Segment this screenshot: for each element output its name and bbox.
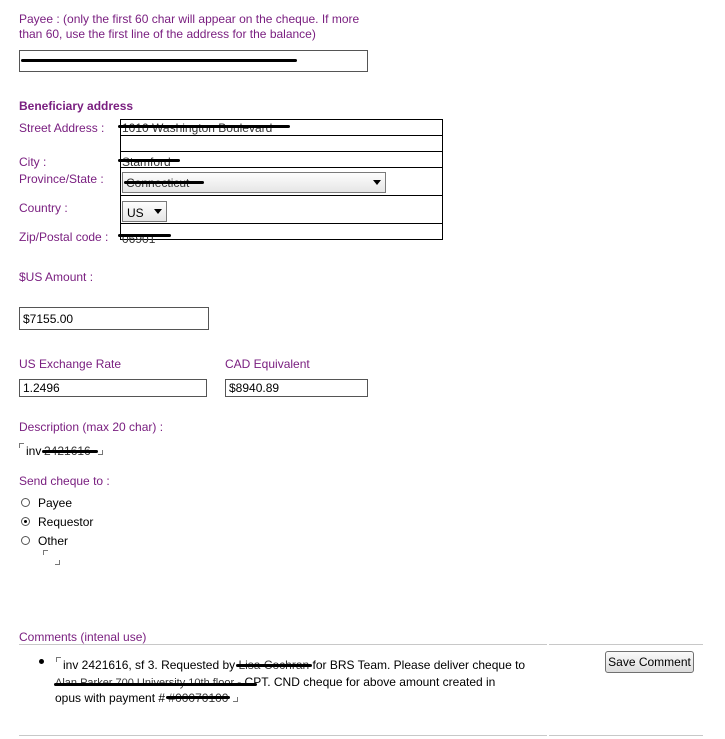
save-comment-button[interactable]: Save Comment (605, 651, 694, 673)
amount-label: $US Amount : (19, 270, 94, 284)
street-value: 1010 Washington Boulevard (122, 121, 273, 135)
city-value: Stamford (122, 155, 171, 169)
bullet-icon (39, 659, 44, 664)
comment-edit-corner (56, 657, 61, 662)
cad-equivalent-label: CAD Equivalent (225, 357, 310, 371)
street-redaction (118, 125, 290, 128)
radio-other-label: Other (38, 534, 69, 548)
beneficiary-heading: Beneficiary address (19, 99, 134, 113)
comment-line-3[interactable] (55, 691, 228, 705)
province-label: Province/State : (19, 172, 104, 186)
country-select[interactable] (122, 201, 167, 222)
comment-edit-corner (233, 697, 238, 702)
payee-redaction (21, 59, 297, 62)
street2-cell[interactable] (121, 136, 443, 152)
amount-input[interactable] (19, 307, 209, 330)
description-redaction (42, 450, 98, 453)
description-hidden-value: 2421616 (44, 444, 91, 458)
other-edit-corner[interactable] (43, 550, 48, 555)
description-label: Description (max 20 char) : (19, 420, 164, 434)
comment-redaction-1 (236, 664, 312, 667)
city-label: City : (19, 155, 47, 169)
comments-label: Comments (intenal use) (19, 630, 147, 644)
city-redaction (118, 159, 180, 162)
description-edit-corner (19, 443, 24, 448)
comment-line-2[interactable] (55, 675, 495, 689)
radio-requestor[interactable] (21, 517, 30, 526)
zip-label: Zip/Postal code : (19, 230, 109, 244)
bottom-divider-right (549, 735, 703, 736)
zip-value: 06901 (122, 232, 156, 246)
country-label: Country : (19, 201, 68, 215)
comment-redacted-payment: #00070100 (168, 691, 229, 705)
chevron-down-icon (373, 180, 381, 185)
description-prefix[interactable]: inv (26, 444, 42, 458)
zip-cell[interactable] (121, 224, 443, 240)
comment-text-1: inv 2421616, sf 3. Requested by (63, 658, 236, 672)
other-edit-corner (55, 560, 60, 565)
comment-text-2: for BRS Team. Please deliver cheque to (312, 658, 526, 672)
province-redaction (124, 181, 204, 184)
country-value: US (127, 206, 144, 220)
comment-redaction-3 (166, 696, 230, 699)
radio-payee-label: Payee (38, 496, 73, 510)
country-cell[interactable] (121, 196, 443, 224)
send-cheque-label: Send cheque to : (19, 474, 110, 488)
payee-label: Payee : (only the first 60 char will appear on the cheque. If more than 60, use the first line of the address for the balance) (19, 12, 360, 41)
bottom-divider (19, 735, 547, 736)
description-edit-corner (98, 450, 103, 455)
radio-other[interactable] (21, 536, 30, 545)
comment-text-3: - CPT. CND cheque for above amount created in (237, 675, 496, 689)
comments-divider-right (549, 644, 703, 645)
zip-redaction (118, 234, 171, 237)
exchange-rate-label: US Exchange Rate (19, 357, 122, 371)
province-value: Connecticut (126, 176, 190, 190)
comments-divider (19, 644, 547, 645)
street-label: Street Address : (19, 121, 105, 135)
comment-text-4: opus with payment # (55, 691, 166, 705)
comment-redacted-requester: Lisa Cochran (238, 658, 312, 672)
exchange-rate-input[interactable] (19, 379, 207, 397)
comment-line-1[interactable] (63, 658, 525, 672)
cad-equivalent-input[interactable] (225, 379, 368, 397)
comment-redaction-2 (54, 683, 257, 686)
radio-requestor-label: Requestor (38, 515, 94, 529)
radio-payee[interactable] (21, 498, 30, 507)
chevron-down-icon (154, 209, 162, 214)
comment-redacted-recipient: Alan Parker 700 University 10th floor (55, 677, 237, 689)
